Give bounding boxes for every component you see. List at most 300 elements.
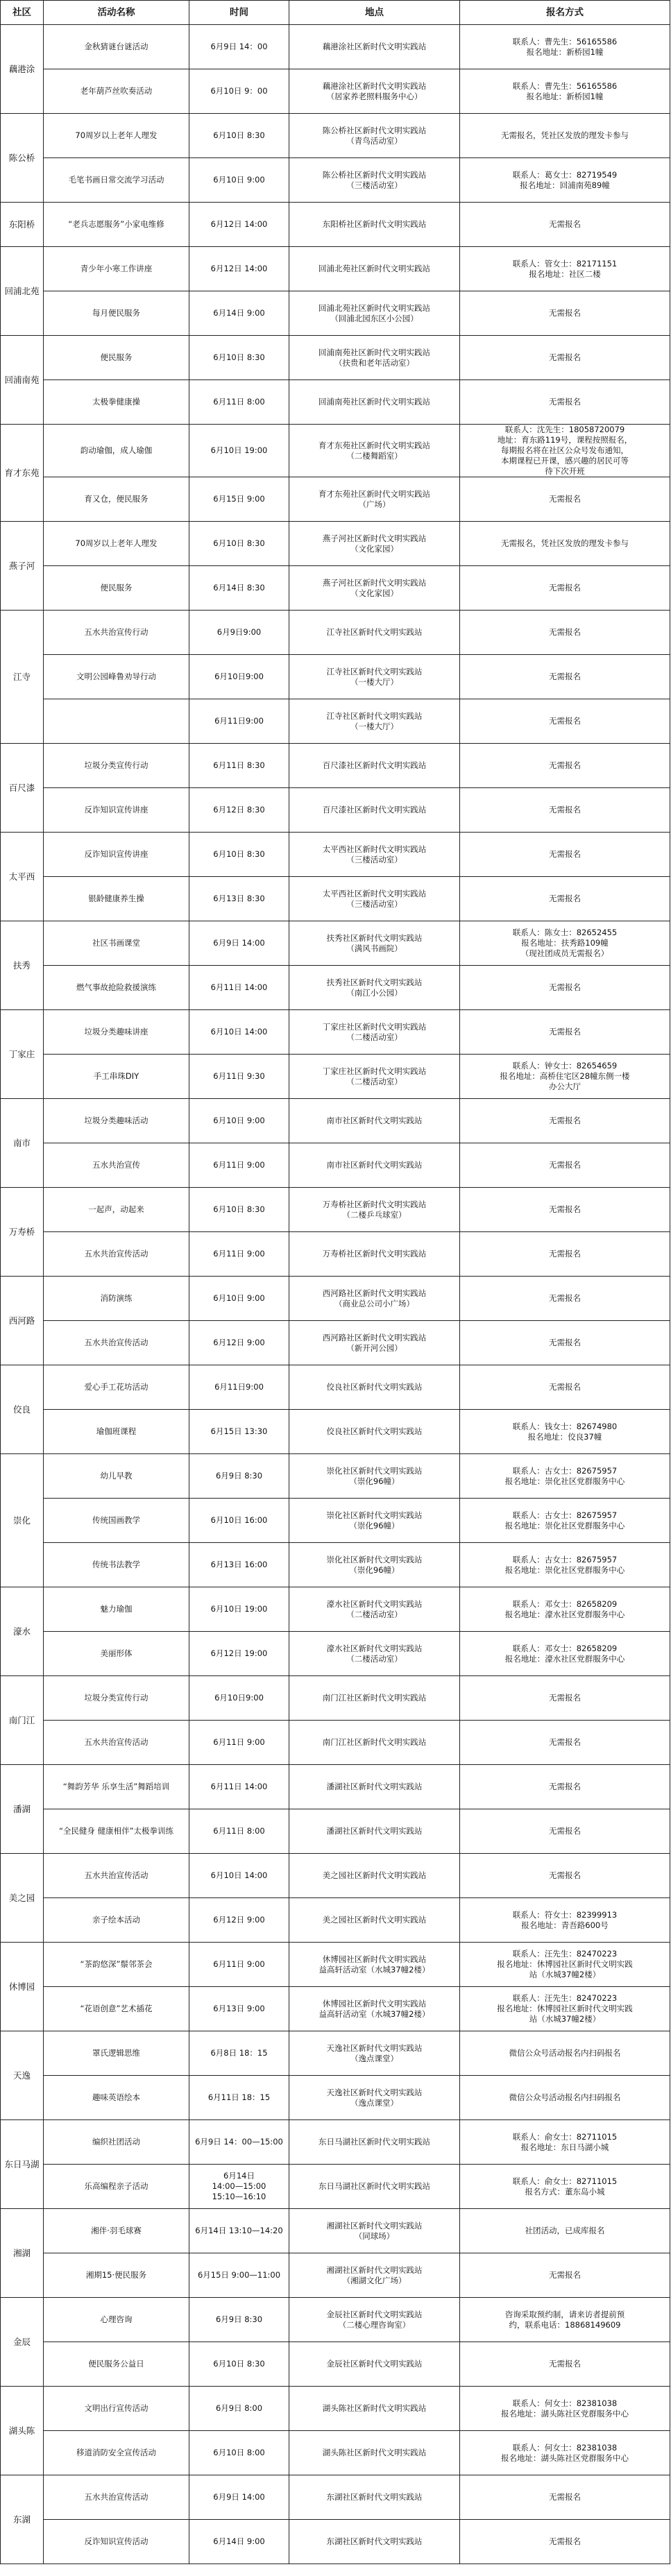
community-cell: 江寺 bbox=[1, 611, 44, 744]
time-cell: 6月9日 8:30 bbox=[189, 1454, 289, 1499]
location-cell: 藕港涂社区新时代文明实践站 bbox=[289, 25, 460, 69]
time-cell: 6月15日 9:00—11:00 bbox=[189, 2253, 289, 2298]
time-cell: 6月10日 8:00 bbox=[189, 2431, 289, 2475]
signup-cell: 联系人：钟女士：82654659 报名地址：高桥住宅区28幢东侧一楼 办公大厅 bbox=[460, 1055, 670, 1099]
table-row bbox=[1, 1676, 670, 1721]
signup-cell: 无需报名 bbox=[460, 1010, 670, 1055]
activity-name-cell: 手工串珠DIY bbox=[44, 1055, 189, 1099]
activity-name-cell: “舞韵芳华 乐享生活”舞蹈培训 bbox=[44, 1765, 189, 1809]
table-row bbox=[1, 2342, 670, 2387]
table-row bbox=[1, 247, 670, 291]
time-cell: 6月11日9:00 bbox=[189, 699, 289, 744]
signup-cell: 无需报名 bbox=[460, 477, 670, 522]
location-cell: 佼良社区新时代文明实践站 bbox=[289, 1410, 460, 1454]
activity-name-cell: 湘期15·便民服务 bbox=[44, 2253, 189, 2298]
table-row bbox=[1, 2387, 670, 2431]
community-cell: 东湖 bbox=[1, 2475, 44, 2564]
location-cell: 西河路社区新时代文明实践站 （商业总公司小广场） bbox=[289, 1277, 460, 1321]
community-cell: 太平西 bbox=[1, 833, 44, 921]
time-cell: 6月13日 9:00 bbox=[189, 1987, 289, 2031]
location-cell: 湖头陈社区新时代文明实践站 bbox=[289, 2387, 460, 2431]
header-activity-name: 活动名称 bbox=[44, 1, 189, 25]
location-cell: 回浦南苑社区新时代文明实践站 bbox=[289, 380, 460, 425]
time-cell: 6月8日 18：15 bbox=[189, 2031, 289, 2076]
table-row bbox=[1, 655, 670, 699]
signup-cell: 无需报名 bbox=[460, 1809, 670, 1854]
community-cell: 佼良 bbox=[1, 1365, 44, 1454]
signup-cell: 无需报名 bbox=[460, 699, 670, 744]
time-cell: 6月10日 8:30 bbox=[189, 833, 289, 877]
activity-name-cell: 便民服务 bbox=[44, 336, 189, 380]
time-cell: 6月14日 8:30 bbox=[189, 566, 289, 611]
table-row bbox=[1, 2209, 670, 2253]
signup-cell: 联系人：邓女士：82658209 报名地址：濠水社区党群服务中心 bbox=[460, 1632, 670, 1676]
table-row bbox=[1, 566, 670, 611]
community-cell: 万寿桥 bbox=[1, 1188, 44, 1277]
signup-cell: 咨询采取预约制，请来访者提前预 约，联系电话：18868149609 bbox=[460, 2298, 670, 2342]
signup-cell: 联系人：钱女士：82674980 报名地址：佼良37幢 bbox=[460, 1410, 670, 1454]
activity-name-cell: 银龄健康养生操 bbox=[44, 877, 189, 921]
activity-name-cell: 太极拳健康操 bbox=[44, 380, 189, 425]
time-cell: 6月9日 14：00—15:00 bbox=[189, 2120, 289, 2165]
signup-cell: 无需报名 bbox=[460, 833, 670, 877]
signup-cell: 无需报名 bbox=[460, 2253, 670, 2298]
location-cell: 百尺漆社区新时代文明实践站 bbox=[289, 744, 460, 788]
activity-name-cell: 五水共治宣传活动 bbox=[44, 1321, 189, 1365]
time-cell: 6月9日 14：00 bbox=[189, 25, 289, 69]
activity-name-cell: 湘伴·羽毛球赛 bbox=[44, 2209, 189, 2253]
location-cell: 金辰社区新时代文明实践站 （二楼心理咨询室） bbox=[289, 2298, 460, 2342]
table-row bbox=[1, 425, 670, 477]
time-cell: 6月10日 16:00 bbox=[189, 1499, 289, 1543]
activity-name-cell: 魅力瑜伽 bbox=[44, 1587, 189, 1632]
time-cell: 6月11日 8:00 bbox=[189, 1809, 289, 1854]
activity-name-cell: 每月便民服务 bbox=[44, 291, 189, 336]
time-cell: 6月14日 14:00—15:00 15:10—16:10 bbox=[189, 2165, 289, 2209]
activity-name-cell: 垃圾分类趣味讲座 bbox=[44, 1010, 189, 1055]
community-cell: 南门江 bbox=[1, 1676, 44, 1765]
signup-cell: 无需报名 bbox=[460, 2520, 670, 2564]
signup-cell: 无需报名 bbox=[460, 788, 670, 833]
signup-cell: 无需报名 bbox=[460, 1321, 670, 1365]
activity-name-cell: 罩氏逻辑思维 bbox=[44, 2031, 189, 2076]
activity-name-cell: 垃圾分类趣味活动 bbox=[44, 1099, 189, 1143]
signup-cell: 联系人：俞女士：82711015 报名方式：董东岛小城 bbox=[460, 2165, 670, 2209]
community-cell: 陈公桥 bbox=[1, 114, 44, 203]
activity-name-cell: 社区书画课堂 bbox=[44, 921, 189, 966]
location-cell: 百尺漆社区新时代文明实践站 bbox=[289, 788, 460, 833]
location-cell: 崇化社区新时代文明实践站 （崇化96幢） bbox=[289, 1543, 460, 1587]
community-cell: 南市 bbox=[1, 1099, 44, 1188]
time-cell: 6月11日 9:00 bbox=[189, 1721, 289, 1765]
location-cell: 扶秀社区新时代文明实践站 （南江小公园） bbox=[289, 966, 460, 1010]
location-cell: 万寿桥社区新时代文明实践站 （二楼乒乓球室） bbox=[289, 1188, 460, 1232]
signup-cell: 无需报名 bbox=[460, 1277, 670, 1321]
time-cell: 6月10日 9：00 bbox=[189, 69, 289, 114]
time-cell: 6月10日 14:00 bbox=[189, 1010, 289, 1055]
table-row bbox=[1, 1055, 670, 1099]
table-row bbox=[1, 1632, 670, 1676]
location-cell: 育才东苑社区新时代文明实践站 （广场） bbox=[289, 477, 460, 522]
location-cell: 东日马湖社区新时代文明实践站 bbox=[289, 2165, 460, 2209]
location-cell: 濠水社区新时代文明实践站 （二楼活动室） bbox=[289, 1632, 460, 1676]
location-cell: 太平西社区新时代文明实践站 （三楼活动室） bbox=[289, 877, 460, 921]
signup-cell: 无需报名 bbox=[460, 1365, 670, 1410]
header-location: 地点 bbox=[289, 1, 460, 25]
time-cell: 6月14日 13:10—14:20 bbox=[189, 2209, 289, 2253]
table-row bbox=[1, 611, 670, 655]
table-row bbox=[1, 1454, 670, 1499]
table-row bbox=[1, 1854, 670, 1898]
table-row bbox=[1, 1277, 670, 1321]
signup-cell: 联系人：汪先生：82470223 报名地址：休博园社区新时代文明实践 站（水城37幢2楼） bbox=[460, 1987, 670, 2031]
signup-cell: 无需报名 bbox=[460, 566, 670, 611]
signup-cell: 无需报名 bbox=[460, 336, 670, 380]
location-cell: 陈公桥社区新时代文明实践站 （青鸟活动室） bbox=[289, 114, 460, 158]
table-row bbox=[1, 1410, 670, 1454]
signup-cell: 无需报名，凭社区发放的理发卡参与 bbox=[460, 522, 670, 566]
location-cell: 江寺社区新时代文明实践站 （一楼大厅） bbox=[289, 655, 460, 699]
signup-cell: 无需报名 bbox=[460, 2475, 670, 2520]
time-cell: 6月9日 14:00 bbox=[189, 2475, 289, 2520]
time-cell: 6月10日 19:00 bbox=[189, 1587, 289, 1632]
community-cell: 湘湖 bbox=[1, 2209, 44, 2298]
activity-name-cell: 70周岁以上老年人理发 bbox=[44, 522, 189, 566]
table-row bbox=[1, 69, 670, 114]
community-cell: 回浦南苑 bbox=[1, 336, 44, 425]
time-cell: 6月11日 14:00 bbox=[189, 966, 289, 1010]
table-row bbox=[1, 2031, 670, 2076]
time-cell: 6月14日 9:00 bbox=[189, 2520, 289, 2564]
table-body bbox=[1, 25, 670, 2564]
location-cell: 天逸社区新时代文明实践站 （逸点课堂） bbox=[289, 2076, 460, 2120]
table-row bbox=[1, 966, 670, 1010]
signup-cell: 无需报名 bbox=[460, 1765, 670, 1809]
table-row bbox=[1, 203, 670, 247]
activity-name-cell: 老年葫芦丝吹奏活动 bbox=[44, 69, 189, 114]
time-cell: 6月10日 19:00 bbox=[189, 425, 289, 477]
table-row bbox=[1, 522, 670, 566]
location-cell: 南市社区新时代文明实践站 bbox=[289, 1143, 460, 1188]
signup-cell: 社团活动，已成库报名 bbox=[460, 2209, 670, 2253]
table-row bbox=[1, 1499, 670, 1543]
community-cell: 东阳桥 bbox=[1, 203, 44, 247]
location-cell: 湘湖社区新时代文明实践站 （湘湖文化广场） bbox=[289, 2253, 460, 2298]
community-cell: 藕港涂 bbox=[1, 25, 44, 114]
community-cell: 天逸 bbox=[1, 2031, 44, 2120]
community-cell: 潘湖 bbox=[1, 1765, 44, 1854]
activity-name-cell: 移道消防安全宣传活动 bbox=[44, 2431, 189, 2475]
activity-name-cell: 美丽形体 bbox=[44, 1632, 189, 1676]
activity-name-cell: 心理咨询 bbox=[44, 2298, 189, 2342]
table-row bbox=[1, 114, 670, 158]
signup-cell: 联系人：何女士：82381038 报名地址：湖头陈社区党群服务中心 bbox=[460, 2387, 670, 2431]
table-row bbox=[1, 1543, 670, 1587]
activity-name-cell: 五水共治宣传活动 bbox=[44, 1232, 189, 1277]
table-row bbox=[1, 788, 670, 833]
time-cell: 6月10日 9:00 bbox=[189, 158, 289, 203]
signup-cell: 联系人：何女士：82381038 报名地址：湖头陈社区党群服务中心 bbox=[460, 2431, 670, 2475]
signup-cell: 联系人：管女士：82171151 报名地址：社区二楼 bbox=[460, 247, 670, 291]
location-cell: 藕港涂社区新时代文明实践站 （居家养老照料服务中心） bbox=[289, 69, 460, 114]
signup-cell: 联系人：曹先生：56165586 报名地址：新桥园1幢 bbox=[460, 25, 670, 69]
table-row bbox=[1, 1232, 670, 1277]
activity-name-cell: 五水共治宣传 bbox=[44, 1143, 189, 1188]
signup-cell: 联系人：邓女士：82658209 报名地址：濠水社区党群服务中心 bbox=[460, 1587, 670, 1632]
table-row bbox=[1, 2120, 670, 2165]
time-cell: 6月11日 9:00 bbox=[189, 1943, 289, 1987]
time-cell: 6月10日 9:00 bbox=[189, 1099, 289, 1143]
signup-cell: 无需报名 bbox=[460, 655, 670, 699]
signup-cell: 联系人：符女士：82399913 报名地址：青吾路600号 bbox=[460, 1898, 670, 1943]
activity-name-cell: 文明公园峰鲁劝导行动 bbox=[44, 655, 189, 699]
signup-cell: 微信公众号活动报名内扫码报名 bbox=[460, 2076, 670, 2120]
header-community: 社区 bbox=[1, 1, 44, 25]
table-row bbox=[1, 1099, 670, 1143]
table-row bbox=[1, 1010, 670, 1055]
location-cell: 濠水社区新时代文明实践站 （二楼活动室） bbox=[289, 1587, 460, 1632]
activity-name-cell: “老兵志愿服务”小家电维修 bbox=[44, 203, 189, 247]
signup-cell: 无需报名 bbox=[460, 966, 670, 1010]
time-cell: 6月11日 14:00 bbox=[189, 1765, 289, 1809]
community-cell: 濠水 bbox=[1, 1587, 44, 1676]
time-cell: 6月10日 8:30 bbox=[189, 522, 289, 566]
activity-name-cell: 五水共治宣传行动 bbox=[44, 611, 189, 655]
location-cell: 金辰社区新时代文明实践站 bbox=[289, 2342, 460, 2387]
activity-name-cell: 燃气事故抢险救援演练 bbox=[44, 966, 189, 1010]
community-cell: 美之园 bbox=[1, 1854, 44, 1943]
activity-name-cell: 传统国画教学 bbox=[44, 1499, 189, 1543]
location-cell: 美之园社区新时代文明实践站 bbox=[289, 1898, 460, 1943]
activity-name-cell: 五水共治宣传活动 bbox=[44, 1854, 189, 1898]
table-row bbox=[1, 477, 670, 522]
community-cell: 休博园 bbox=[1, 1943, 44, 2031]
time-cell: 6月10日9:00 bbox=[189, 655, 289, 699]
time-cell: 6月10日 9:00 bbox=[189, 1277, 289, 1321]
table-row bbox=[1, 2253, 670, 2298]
location-cell: 扶秀社区新时代文明实践站 （满风书画院） bbox=[289, 921, 460, 966]
location-cell: 潘湖社区新时代文明实践站 bbox=[289, 1765, 460, 1809]
table-header-row bbox=[1, 1, 670, 25]
signup-cell: 联系人：沈先生：18058720079 地址：育东路119号，课程按照报名， 每期报名将在社区公众号发布通知， 本期课程已开课，感兴趣的居民可等 待下次开班 bbox=[460, 425, 670, 477]
table-row bbox=[1, 1721, 670, 1765]
location-cell: 江寺社区新时代文明实践站 （一楼大厅） bbox=[289, 699, 460, 744]
activity-name-cell: 编织社团活动 bbox=[44, 2120, 189, 2165]
location-cell: 回浦北苑社区新时代文明实践站 bbox=[289, 247, 460, 291]
header-signup-method: 报名方式 bbox=[460, 1, 670, 25]
activity-name-cell: 趣味英语绘本 bbox=[44, 2076, 189, 2120]
time-cell: 6月11日 18：15 bbox=[189, 2076, 289, 2120]
location-cell: 东阳桥社区新时代文明实践站 bbox=[289, 203, 460, 247]
community-cell: 东日马湖 bbox=[1, 2120, 44, 2209]
time-cell: 6月10日 8:30 bbox=[189, 114, 289, 158]
community-cell: 扶秀 bbox=[1, 921, 44, 1010]
signup-cell: 无需报名 bbox=[460, 1099, 670, 1143]
community-cell: 育才东苑 bbox=[1, 425, 44, 522]
table-row bbox=[1, 1898, 670, 1943]
table-row bbox=[1, 921, 670, 966]
activity-name-cell: 反诈知识宣传活动 bbox=[44, 2520, 189, 2564]
table-row bbox=[1, 2520, 670, 2564]
activity-name-cell: 韵动瑜伽，成人瑜伽 bbox=[44, 425, 189, 477]
table-row bbox=[1, 1587, 670, 1632]
location-cell: 燕子河社区新时代文明实践站 （文化家园） bbox=[289, 566, 460, 611]
activity-name-cell: 传统书法教学 bbox=[44, 1543, 189, 1587]
time-cell: 6月12日 9:00 bbox=[189, 1898, 289, 1943]
signup-cell: 微信公众号活动报名内扫码报名 bbox=[460, 2031, 670, 2076]
table-row bbox=[1, 336, 670, 380]
community-cell: 金辰 bbox=[1, 2298, 44, 2387]
time-cell: 6月11日 9:00 bbox=[189, 1232, 289, 1277]
activity-name-cell: 乐高编程亲子活动 bbox=[44, 2165, 189, 2209]
location-cell: 燕子河社区新时代文明实践站 （文化家园） bbox=[289, 522, 460, 566]
time-cell: 6月15日 13:30 bbox=[189, 1410, 289, 1454]
time-cell: 6月11日 8:00 bbox=[189, 380, 289, 425]
time-cell: 6月11日 9:30 bbox=[189, 1055, 289, 1099]
signup-cell: 联系人：葛女士：82719549 报名地址：回浦南苑89幢 bbox=[460, 158, 670, 203]
activity-name-cell: 亲子绘本活动 bbox=[44, 1898, 189, 1943]
community-cell: 西河路 bbox=[1, 1277, 44, 1365]
location-cell: 东日马湖社区新时代文明实践站 bbox=[289, 2120, 460, 2165]
time-cell: 6月11日 8:30 bbox=[189, 744, 289, 788]
signup-cell: 无需报名 bbox=[460, 1676, 670, 1721]
table-row bbox=[1, 25, 670, 69]
activity-name-cell: 消防演练 bbox=[44, 1277, 189, 1321]
location-cell: 南市社区新时代文明实践站 bbox=[289, 1099, 460, 1143]
location-cell: 回浦北苑社区新时代文明实践站 （回浦北园东区小公园） bbox=[289, 291, 460, 336]
location-cell: 东湖社区新时代文明实践站 bbox=[289, 2520, 460, 2564]
location-cell: 美之园社区新时代文明实践站 bbox=[289, 1854, 460, 1898]
time-cell: 6月12日 8:30 bbox=[189, 788, 289, 833]
time-cell: 6月12日 9:00 bbox=[189, 1321, 289, 1365]
table-row bbox=[1, 1943, 670, 1987]
signup-cell: 无需报名 bbox=[460, 291, 670, 336]
table-row bbox=[1, 744, 670, 788]
signup-cell: 无需报名 bbox=[460, 611, 670, 655]
location-cell: 崇化社区新时代文明实践站 （崇化96幢） bbox=[289, 1454, 460, 1499]
signup-cell: 无需报名 bbox=[460, 744, 670, 788]
signup-cell: 联系人：汪先生：82470223 报名地址：休博园社区新时代文明实践 站（水城37幢2楼） bbox=[460, 1943, 670, 1987]
header-time: 时间 bbox=[189, 1, 289, 25]
activity-name-cell: 文明出行宣传活动 bbox=[44, 2387, 189, 2431]
activity-name-cell: 垃圾分类宣传行动 bbox=[44, 1676, 189, 1721]
signup-cell: 联系人：古女士：82675957 报名地址：崇化社区党群服务中心 bbox=[460, 1454, 670, 1499]
activity-name-cell: 爱心手工花坊活动 bbox=[44, 1365, 189, 1410]
activity-name-cell: 育又仓，便民服务 bbox=[44, 477, 189, 522]
location-cell: 丁家庄社区新时代文明实践站 （二楼活动室） bbox=[289, 1055, 460, 1099]
location-cell: 湖头陈社区新时代文明实践站 bbox=[289, 2431, 460, 2475]
table-row bbox=[1, 1809, 670, 1854]
activity-name-cell: 垃圾分类宣传行动 bbox=[44, 744, 189, 788]
community-cell: 燕子河 bbox=[1, 522, 44, 611]
activity-name-cell: 毛笔书画日常交流学习活动 bbox=[44, 158, 189, 203]
table-row bbox=[1, 2431, 670, 2475]
location-cell: 万寿桥社区新时代文明实践站 bbox=[289, 1232, 460, 1277]
activity-name-cell: 一起声，动起来 bbox=[44, 1188, 189, 1232]
time-cell: 6月11日9:00 bbox=[189, 1365, 289, 1410]
table-row bbox=[1, 877, 670, 921]
activity-name-cell bbox=[44, 699, 189, 744]
signup-cell: 无需报名 bbox=[460, 1143, 670, 1188]
activity-name-cell: 青少年小寒工作讲座 bbox=[44, 247, 189, 291]
signup-cell: 无需报名 bbox=[460, 1721, 670, 1765]
table-row bbox=[1, 2076, 670, 2120]
activity-name-cell: “花语创意”艺术插花 bbox=[44, 1987, 189, 2031]
time-cell: 6月12日 14:00 bbox=[189, 247, 289, 291]
time-cell: 6月12日 19:00 bbox=[189, 1632, 289, 1676]
table-row bbox=[1, 1188, 670, 1232]
activity-name-cell: 反诈知识宣传讲座 bbox=[44, 833, 189, 877]
signup-cell: 联系人：曹先生：56165586 报名地址：新桥园1幢 bbox=[460, 69, 670, 114]
location-cell: 东湖社区新时代文明实践站 bbox=[289, 2475, 460, 2520]
signup-cell: 无需报名 bbox=[460, 1232, 670, 1277]
location-cell: 南门江社区新时代文明实践站 bbox=[289, 1676, 460, 1721]
time-cell: 6月9日9:00 bbox=[189, 611, 289, 655]
table-row bbox=[1, 1987, 670, 2031]
community-cell: 丁家庄 bbox=[1, 1010, 44, 1099]
activity-name-cell: 便民服务公益日 bbox=[44, 2342, 189, 2387]
table-row bbox=[1, 2165, 670, 2209]
community-cell: 回浦北苑 bbox=[1, 247, 44, 336]
signup-cell: 无需报名 bbox=[460, 203, 670, 247]
signup-cell: 无需报名 bbox=[460, 2342, 670, 2387]
signup-cell: 无需报名 bbox=[460, 1188, 670, 1232]
location-cell: 佼良社区新时代文明实践站 bbox=[289, 1365, 460, 1410]
location-cell: 回浦南苑社区新时代文明实践站 （扶贵和老年活动室） bbox=[289, 336, 460, 380]
activity-name-cell: 金秋猜谜台谜活动 bbox=[44, 25, 189, 69]
time-cell: 6月10日 14:00 bbox=[189, 1854, 289, 1898]
table-row bbox=[1, 833, 670, 877]
time-cell: 6月10日 8:30 bbox=[189, 1188, 289, 1232]
time-cell: 6月9日 8:00 bbox=[189, 2387, 289, 2431]
signup-cell: 联系人：陈女士：82652455 报名地址：扶秀路109幢 （现社团成员无需报名） bbox=[460, 921, 670, 966]
time-cell: 6月15日 9:00 bbox=[189, 477, 289, 522]
signup-cell: 联系人：古女士：82675957 报名地址：崇化社区党群服务中心 bbox=[460, 1499, 670, 1543]
activity-name-cell: 五水共治宣传活动 bbox=[44, 1721, 189, 1765]
community-cell: 湖头陈 bbox=[1, 2387, 44, 2475]
table-row bbox=[1, 2475, 670, 2520]
table-row bbox=[1, 1765, 670, 1809]
location-cell: 太平西社区新时代文明实践站 （三楼活动室） bbox=[289, 833, 460, 877]
activity-name-cell: 70周岁以上老年人理发 bbox=[44, 114, 189, 158]
table-row bbox=[1, 699, 670, 744]
community-cell: 崇化 bbox=[1, 1454, 44, 1587]
table-row bbox=[1, 1143, 670, 1188]
location-cell: 湘湖社区新时代文明实践站 （同球场） bbox=[289, 2209, 460, 2253]
activity-name-cell: 幼儿早教 bbox=[44, 1454, 189, 1499]
signup-cell: 无需报名 bbox=[460, 1854, 670, 1898]
table-row bbox=[1, 291, 670, 336]
time-cell: 6月10日 8:30 bbox=[189, 2342, 289, 2387]
signup-cell: 联系人：俞女士：82711015 报名地址：东日马湖小城 bbox=[460, 2120, 670, 2165]
location-cell: 育才东苑社区新时代文明实践站 （二楼舞蹈室） bbox=[289, 425, 460, 477]
activity-name-cell: 反诈知识宣传讲座 bbox=[44, 788, 189, 833]
location-cell: 崇化社区新时代文明实践站 （崇化96幢） bbox=[289, 1499, 460, 1543]
table-row bbox=[1, 1321, 670, 1365]
signup-cell: 联系人：古女士：82675957 报名地址：崇化社区党群服务中心 bbox=[460, 1543, 670, 1587]
time-cell: 6月10日 8:30 bbox=[189, 336, 289, 380]
location-cell: 天逸社区新时代文明实践站 （逸点课堂） bbox=[289, 2031, 460, 2076]
table-row bbox=[1, 158, 670, 203]
table-row bbox=[1, 380, 670, 425]
time-cell: 6月14日 9:00 bbox=[189, 291, 289, 336]
location-cell: 丁家庄社区新时代文明实践站 （二楼活动室） bbox=[289, 1010, 460, 1055]
location-cell: 西河路社区新时代文明实践站 （新开河公园） bbox=[289, 1321, 460, 1365]
table-row bbox=[1, 2298, 670, 2342]
time-cell: 6月12日 14:00 bbox=[189, 203, 289, 247]
time-cell: 6月13日 16:00 bbox=[189, 1543, 289, 1587]
time-cell: 6月9日 14:00 bbox=[189, 921, 289, 966]
